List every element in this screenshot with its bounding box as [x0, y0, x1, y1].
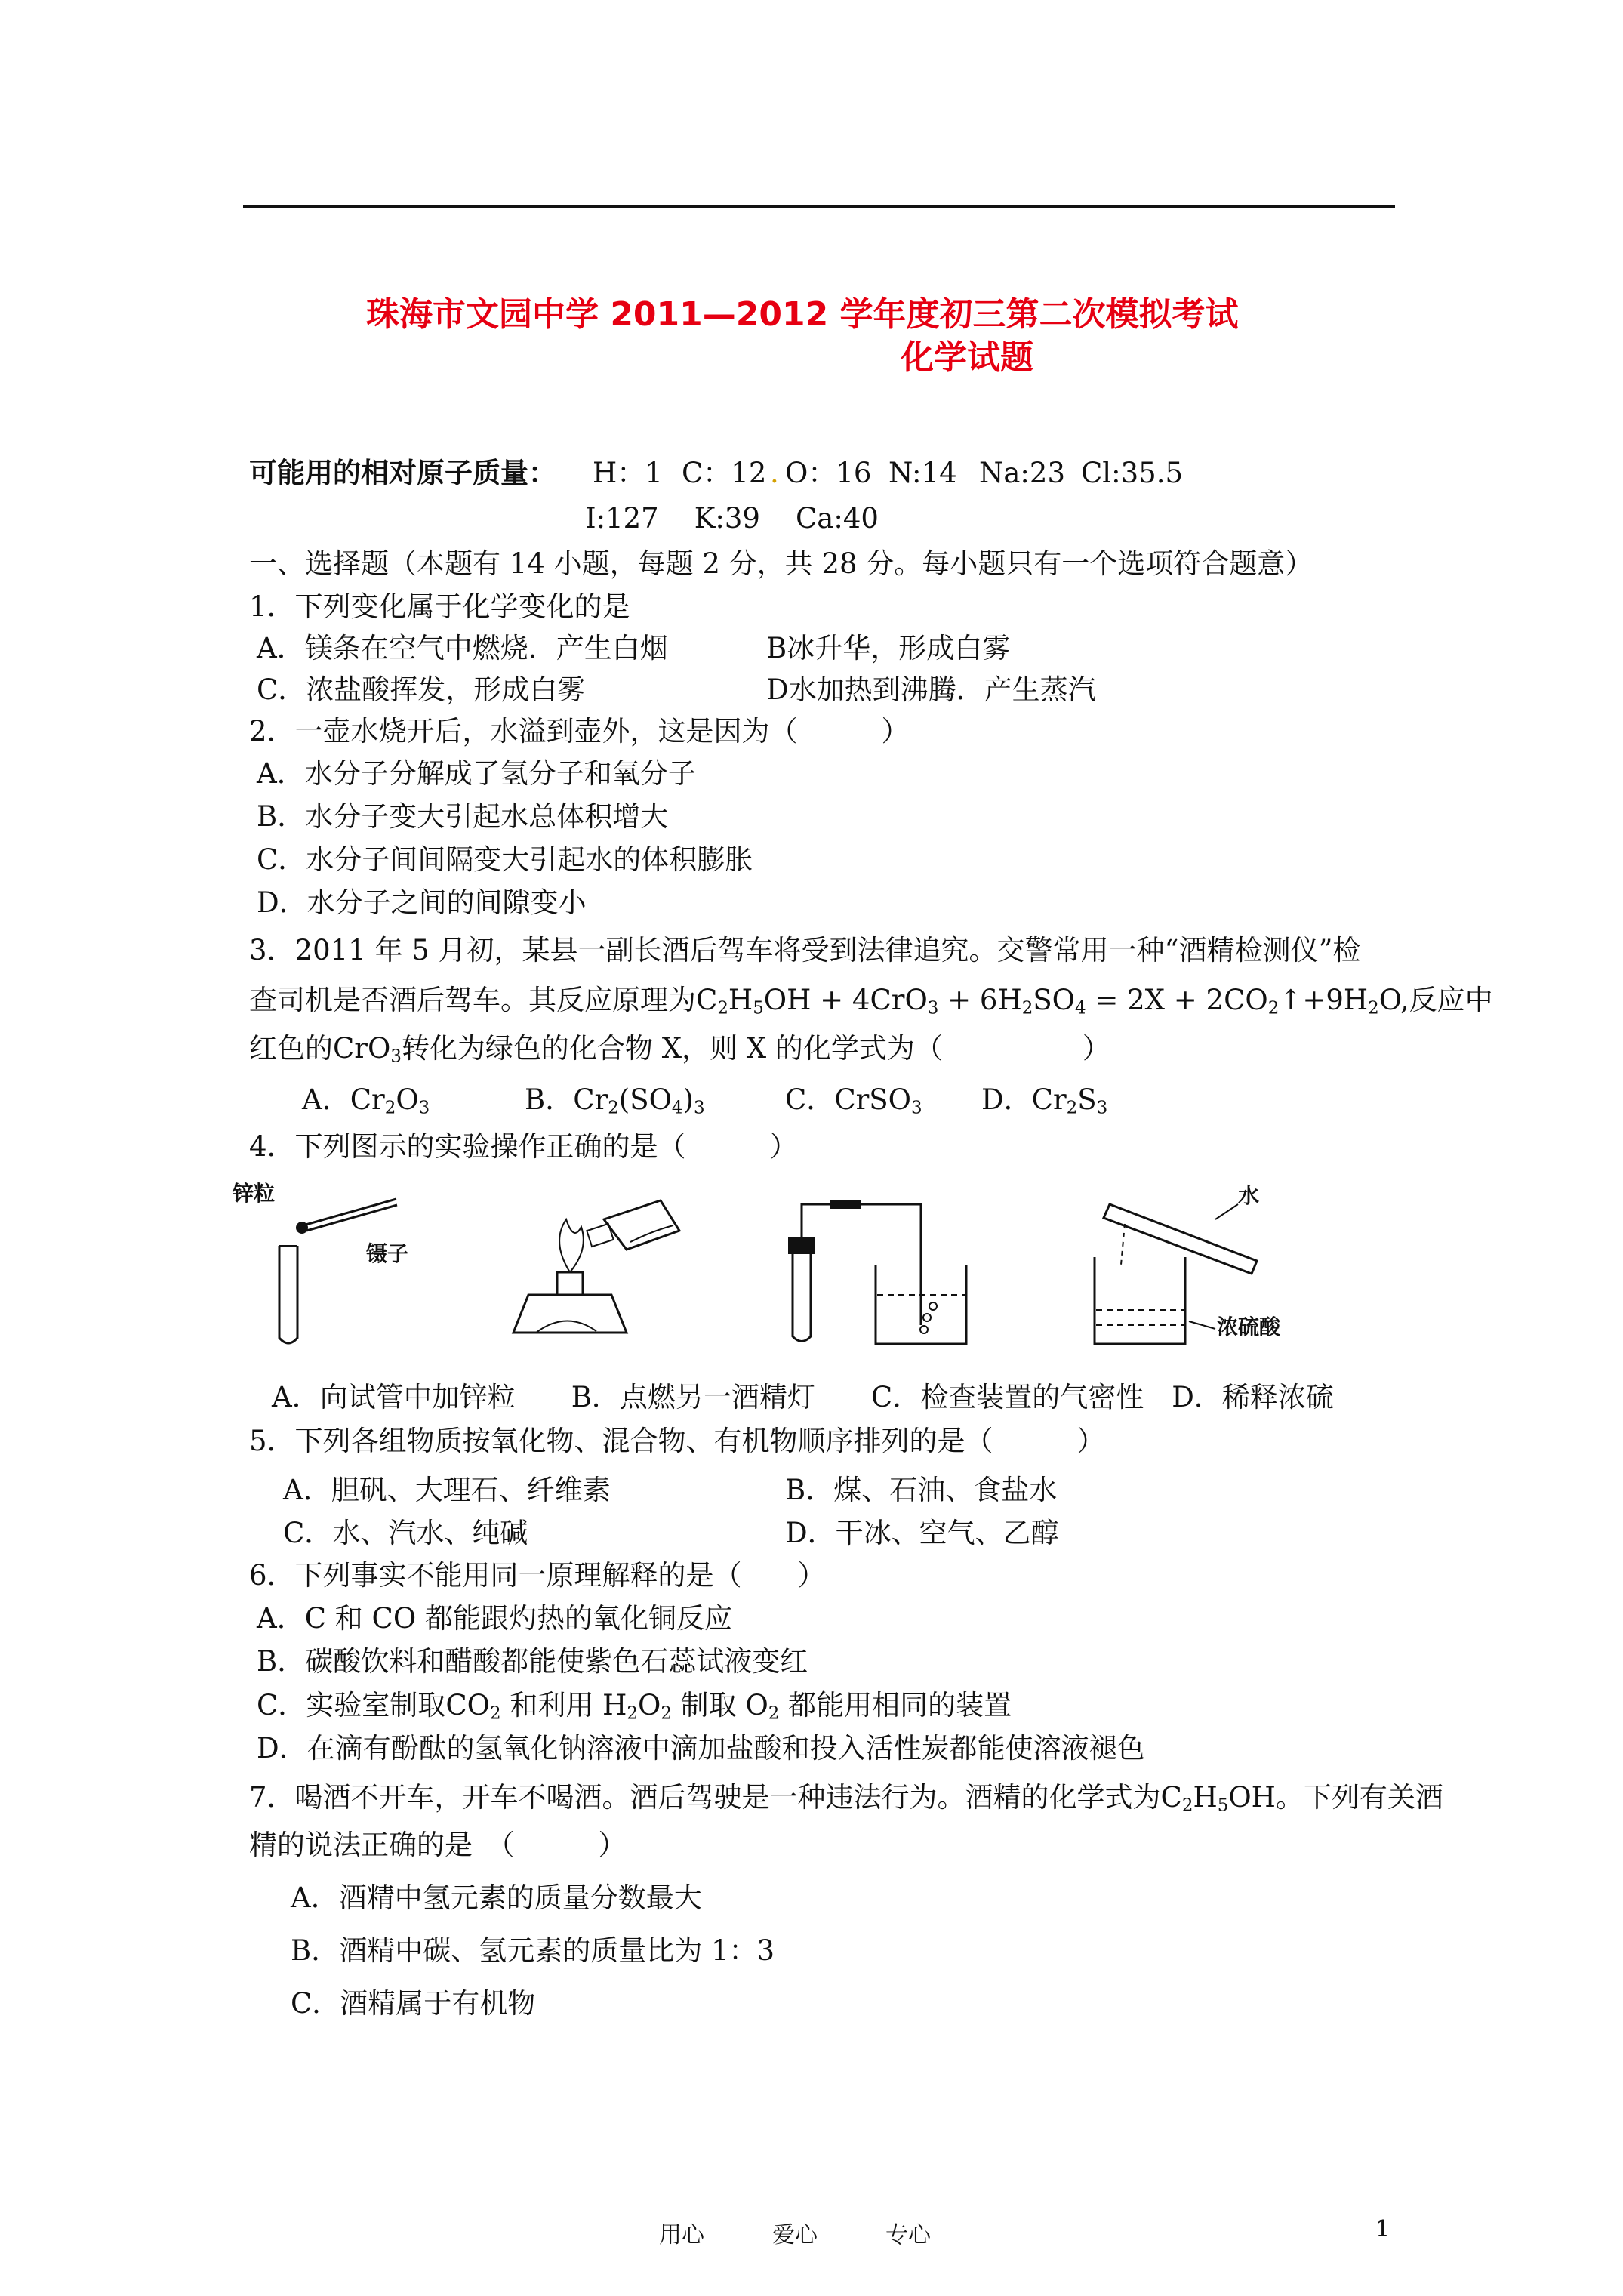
- q1-option-a: A．镁条在空气中燃烧．产生白烟: [257, 632, 668, 664]
- label-tweezers: 镊子: [366, 1241, 409, 1266]
- atomic-mass-line2: I:127 K:39 Ca:40: [585, 502, 879, 535]
- mass-h: H：1: [593, 457, 663, 489]
- q1-stem: 1．下列变化属于化学变化的是: [249, 590, 630, 623]
- q2-option-d: D．水分子之间的间隙变小: [257, 886, 587, 919]
- label-water: 水: [1238, 1183, 1260, 1208]
- mass-o: O：16: [785, 457, 872, 489]
- q5-option-c: C．水、汽水、纯碱: [283, 1517, 528, 1549]
- atomic-mass-label: 可能用的相对原子质量：: [249, 457, 556, 489]
- q3-line3-mid: 转化为绿色的化合物 X，则 X 的化学式为（ ）: [401, 1032, 1110, 1065]
- q2-option-b: B．水分子变大引起水总体积增大: [257, 800, 669, 833]
- figure-d-dilute-acid: [1057, 1174, 1298, 1351]
- q1-option-c: C．浓盐酸挥发，形成白雾: [257, 673, 586, 706]
- q1-option-b: B冰升华，形成白雾: [766, 632, 1011, 664]
- q3-line1: 3．2011 年 5 月初，某县一副长酒后驾车将受到法律追究。交警常用一种“酒精检测仪”检: [249, 934, 1361, 966]
- q3-option-a: A．$Cr_2O_3$: [302, 1083, 430, 1118]
- section-1-heading: 一、选择题（本题有 14 小题，每题 2 分，共 28 分。每小题只有一个选项符合题意）: [249, 547, 1313, 580]
- q5-stem: 5．下列各组物质按氧化物、混合物、有机物顺序排列的是（ ）: [249, 1425, 1105, 1457]
- q3-line2: [249, 986, 1493, 1018]
- q3-cro3: CrO$_3$: [333, 1032, 402, 1067]
- q7-line1: 7．喝酒不开车，开车不喝酒。酒后驾驶是一种违法行为。酒精的化学式为$C_2H_5OH$。下列有关酒: [249, 1781, 1443, 1816]
- q5-option-d: D．干冰、空气、乙醇: [785, 1517, 1059, 1549]
- q3-option-c: C．CrSO$_3$: [785, 1083, 922, 1118]
- q7-option-b: B．酒精中碳、氢元素的质量比为 1：3: [291, 1934, 775, 1967]
- q5-option-a: A．胆矾、大理石、纤维素: [283, 1474, 611, 1506]
- q1-option-d: D水加热到沸腾．产生蒸汽: [766, 673, 1096, 706]
- header-rule: [243, 205, 1395, 208]
- decorative-dot: .: [770, 457, 779, 489]
- q2-stem: 2．一壶水烧开后，水溢到壶外，这是因为（ ）: [249, 715, 910, 747]
- q7-line2: 精的说法正确的是 （ ）: [249, 1829, 627, 1861]
- exam-subtitle: 化学试题: [901, 338, 1033, 377]
- q2-option-a: A．水分子分解成了氢分子和氧分子: [257, 757, 696, 790]
- page-number: 1: [1375, 2216, 1390, 2242]
- mass-na: Na:23: [979, 457, 1065, 489]
- mass-n: N:14: [888, 457, 957, 489]
- q3-line3-prefix: 红色的: [249, 1032, 333, 1065]
- mass-cl: Cl:35.5: [1081, 457, 1183, 489]
- figure-c-airtight-check: [762, 1182, 989, 1351]
- q3-line2-prefix: 查司机是否酒后驾车。其反应原理为: [249, 984, 696, 1016]
- q7-option-c: C．酒精属于有机物: [291, 1987, 536, 2020]
- label-conc-acid: 浓硫酸: [1217, 1314, 1281, 1339]
- q6-option-c: C．实验室制取$CO_2$ 和利用 $H_2O_2$ 制取 $O_2$ 都能用相同的装置: [257, 1689, 1012, 1724]
- q7-option-a: A．酒精中氢元素的质量分数最大: [291, 1881, 702, 1914]
- q6-stem: 6．下列事实不能用同一原理解释的是（ ）: [249, 1559, 826, 1592]
- q3-line3: [249, 1034, 1110, 1066]
- q3-option-d: D．$Cr_2S_3$: [981, 1083, 1108, 1118]
- footer-motto: 用心 爱心 专心: [659, 2222, 931, 2248]
- q4-stem: 4．下列图示的实验操作正确的是（ ）: [249, 1130, 798, 1163]
- figure-b-alcohol-lamps: [498, 1189, 687, 1351]
- q3-option-b: B．$Cr_2(SO_4)_3$: [525, 1083, 705, 1118]
- q5-option-b: B．煤、石油、食盐水: [785, 1474, 1058, 1506]
- exam-title: 珠海市文园中学 2011—2012 学年度初三第二次模拟考试: [366, 295, 1239, 334]
- q3-equation: $C_2H_5OH + 4CrO_3 + 6H_2SO_4 = 2X$ + $2CO_2↑+9H_2O$: [696, 984, 1400, 1019]
- q6-option-a: A．C 和 CO 都能跟灼热的氧化铜反应: [257, 1602, 732, 1635]
- q2-option-c: C．水分子间间隔变大引起水的体积膨胀: [257, 843, 753, 876]
- figure-a-test-tube: [226, 1178, 453, 1351]
- mass-c: C：12: [682, 457, 767, 489]
- label-zinc: 锌粒: [233, 1181, 276, 1206]
- q4-options: A．向试管中加锌粒 B．点燃另一酒精灯 C．检查装置的气密性 D．稀释浓硫: [272, 1381, 1334, 1413]
- q3-line2-suffix: ,反应中: [1400, 984, 1493, 1016]
- q6-option-d: D．在滴有酚酞的氢氧化钠溶液中滴加盐酸和投入活性炭都能使溶液褪色: [257, 1732, 1145, 1764]
- q6-option-b: B．碳酸饮料和醋酸都能使紫色石蕊试液变红: [257, 1645, 808, 1678]
